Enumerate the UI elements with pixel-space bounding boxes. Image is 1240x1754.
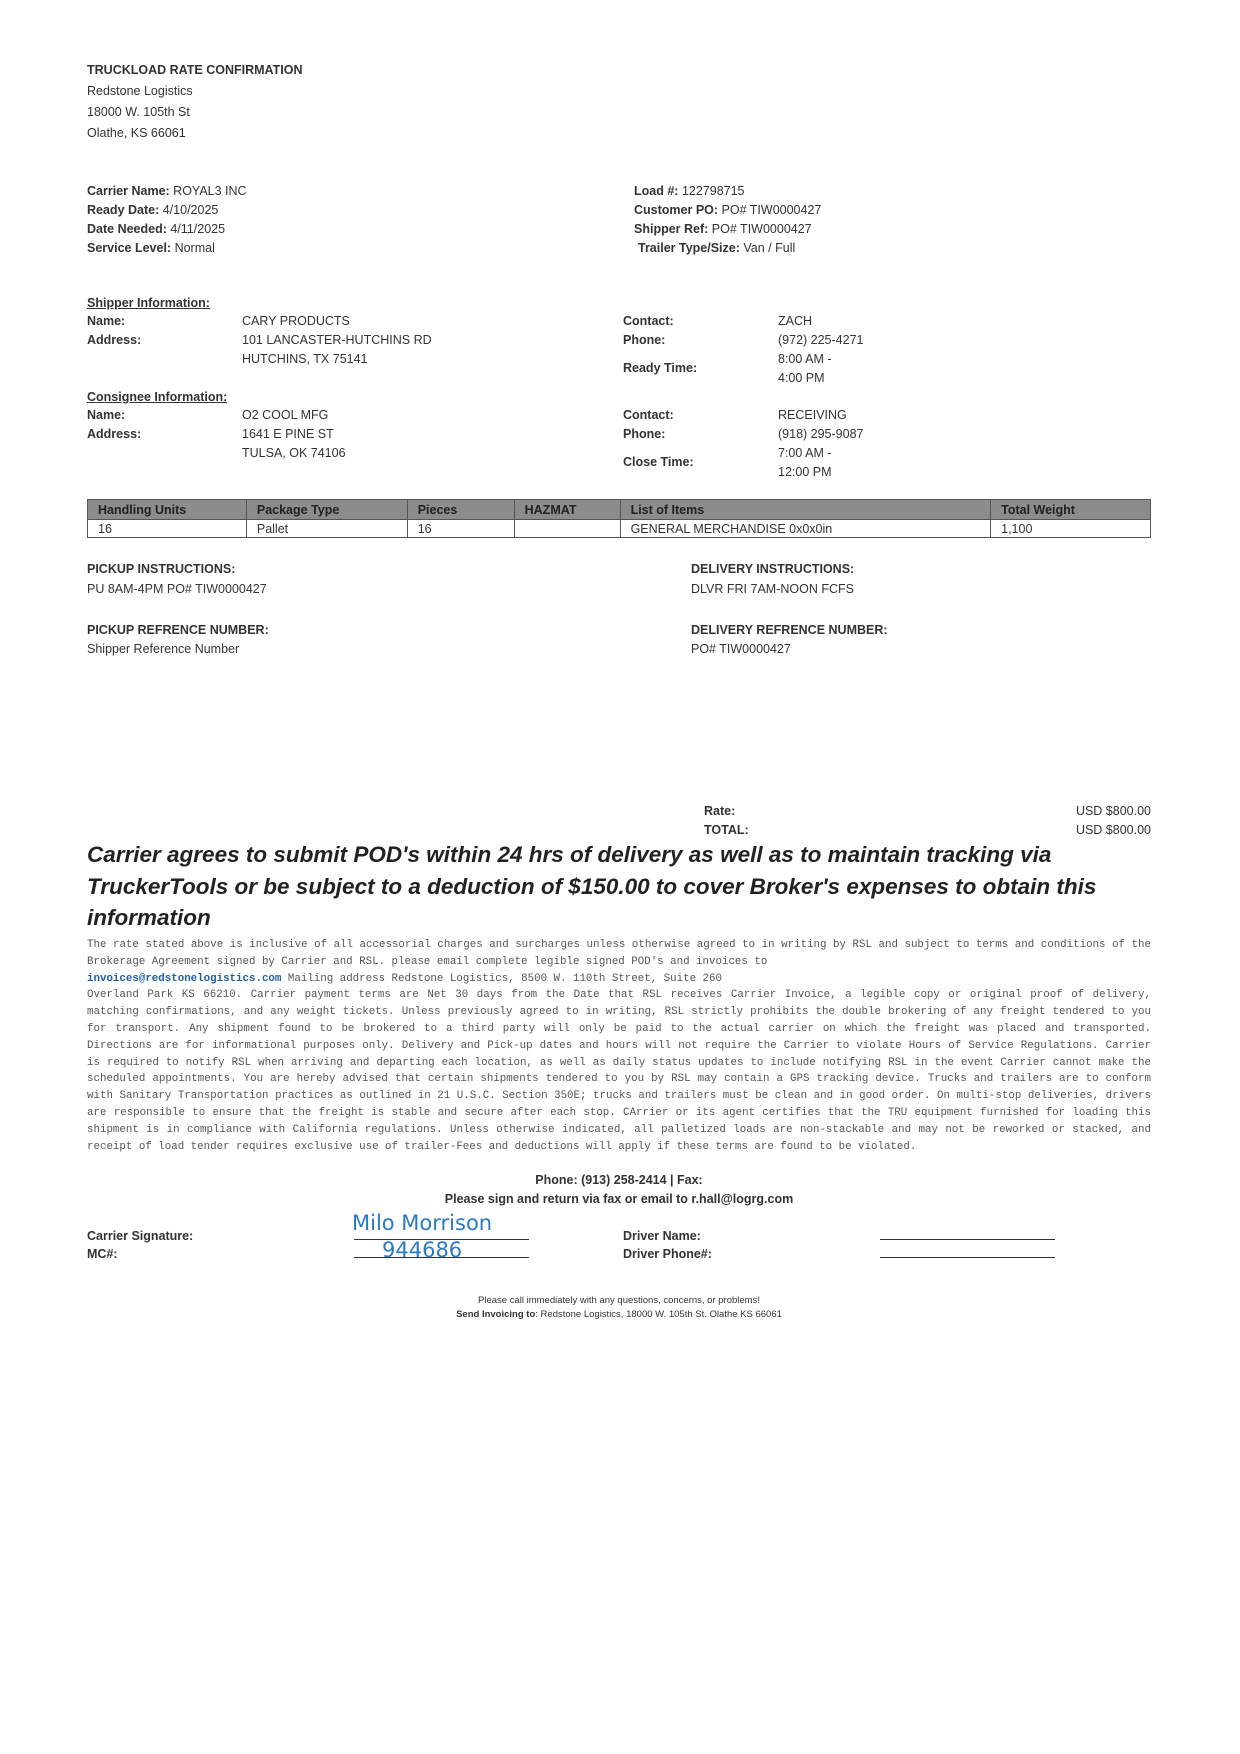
consignee-address-line2: TULSA, OK 74106 [242, 446, 346, 460]
consignee-close-time-label: Close Time: [623, 455, 694, 469]
cell-hazmat [514, 520, 620, 538]
shipper-ref-row: Shipper Ref: PO# TIW0000427 [634, 222, 812, 236]
pickup-instructions-text: PU 8AM-4PM PO# TIW0000427 [87, 582, 267, 596]
driver-phone-line[interactable] [880, 1257, 1055, 1258]
shipper-phone: (972) 225-4271 [778, 333, 864, 347]
driver-phone-label: Driver Phone#: [623, 1247, 712, 1261]
delivery-instructions-text: DLVR FRI 7AM-NOON FCFS [691, 582, 854, 596]
delivery-reference-label: DELIVERY REFRENCE NUMBER: [691, 623, 888, 637]
footer-call-line: Please call immediately with any questions, concerns, or problems! [478, 1295, 760, 1306]
load-number-row: Load #: 122798715 [634, 184, 745, 198]
company-name: Redstone Logistics [87, 84, 193, 98]
driver-name-line[interactable] [880, 1239, 1055, 1240]
load-info-right [634, 182, 821, 258]
cell-handling-units: 16 [88, 520, 247, 538]
consignee-address-line1: 1641 E PINE ST [242, 427, 334, 441]
col-hazmat: HAZMAT [514, 500, 620, 520]
company-header [87, 60, 303, 144]
col-total-weight: Total Weight [991, 500, 1151, 520]
consignee-close-time-end: 12:00 PM [778, 465, 832, 479]
shipper-ready-time-start: 8:00 AM - [778, 352, 832, 366]
consignee-name-label: Name: [87, 408, 126, 422]
customer-po-row: Customer PO: PO# TIW0000427 [634, 203, 822, 217]
cell-pieces: 16 [407, 520, 514, 538]
footer-invoice-address: : Redstone Logistics, 18000 W. 105th St. Olathe KS 66061 [535, 1309, 782, 1320]
mc-number-label: MC#: [87, 1247, 118, 1261]
shipper-ready-time-label: Ready Time: [623, 361, 698, 375]
items-table [87, 499, 1151, 538]
delivery-reference-text: PO# TIW0000427 [691, 642, 791, 656]
shipper-address-line1: 101 LANCASTER-HUTCHINS RD [242, 333, 432, 347]
document-title: TRUCKLOAD RATE CONFIRMATION [87, 63, 303, 77]
ready-date-row: Ready Date: 4/10/2025 [87, 203, 219, 217]
shipper-phone-label: Phone: [623, 333, 666, 347]
load-info-left [87, 182, 247, 258]
terms-part3: Overland Park KS 66210. Carrier payment terms are Net 30 days from the Date that RSL receives Carrier Invoice, a legible copy or original proof of delivery, matching confirmations, and any weight tickets. Unless previously agreed to in writing, RSL strictly prohibits the double brokering of any freight tendered to you for transport. Any shipment found to be brokered to a third party will only be paid to the actual carrier on which the freight was placed and transported. Directions are for informational purposes only. Delivery and Pick-up dates and hours will not require the Carrier to violate Hours of Service Regulations. Carrier is required to notify RSL when arriving and departing each location, as well as daily status updates to include notifying RSL in the event Carrier cannot make the scheduled appointments. You are hereby advised that certain shipments tendered to you by RSL may contain a GPS tracking device. Trucks and trailers are to conform with Sanitary Transportation practices as outlined in 21 U.S.C. Section 350E; trucks and trailers must be clean and in good order. On multi-stop deliveries, drivers are responsible to ensure that the freight is stable and secure after each stop. CArrier or its agent certifies that the TRU equipment furnished for loading this shipment is in compliance with California regulations. Unless otherwise indicated, all palletized loads are non-stackable and may not be reworked or stacked, and receipt of load tender requires exclusive use of trailer-Fees and deductions will apply if these terms are found to be violated. [87, 989, 1151, 1153]
shipper-name-label: Name: [87, 314, 126, 328]
shipper-address-label: Address: [87, 333, 142, 347]
col-package-type: Package Type [246, 500, 407, 520]
terms-paragraph [87, 937, 1151, 1155]
consignee-contact: RECEIVING [778, 408, 847, 422]
col-handling-units: Handling Units [88, 500, 247, 520]
consignee-phone: (918) 295-9087 [778, 427, 864, 441]
trailer-type-row: Trailer Type/Size: Van / Full [638, 241, 796, 255]
carrier-name-row: Carrier Name: ROYAL3 INC [87, 184, 247, 198]
footer-invoice-line [87, 1308, 1151, 1322]
shipper-ready-time-end: 4:00 PM [778, 371, 825, 385]
carrier-signature-value: Milo Morrison [352, 1211, 493, 1235]
cell-total-weight: 1,100 [991, 520, 1151, 538]
consignee-contact-label: Contact: [623, 408, 674, 422]
rate-value: USD $800.00 [1075, 804, 1151, 818]
footer [87, 1294, 1151, 1322]
col-list-of-items: List of Items [620, 500, 991, 520]
shipper-contact-label: Contact: [623, 314, 674, 328]
shipper-address-line2: HUTCHINS, TX 75141 [242, 352, 368, 366]
broker-contact-line: Phone: (913) 258-2414 | Fax: [535, 1173, 703, 1187]
total-value: USD $800.00 [1075, 823, 1151, 837]
shipper-contact: ZACH [778, 314, 813, 328]
consignee-close-time-start: 7:00 AM - [778, 446, 832, 460]
pickup-reference-text: Shipper Reference Number [87, 642, 240, 656]
company-street: 18000 W. 105th St [87, 105, 190, 119]
cell-list-of-items: GENERAL MERCHANDISE 0x0x0in [620, 520, 991, 538]
consignee-address-label: Address: [87, 427, 142, 441]
date-needed-row: Date Needed: 4/11/2025 [87, 222, 226, 236]
sign-return-line: Please sign and return via fax or email to r.hall@logrg.com [444, 1192, 794, 1206]
consignee-name: O2 COOL MFG [242, 408, 329, 422]
mc-number-value: 944686 [382, 1238, 463, 1262]
driver-name-label: Driver Name: [623, 1229, 701, 1243]
footer-invoice-label: Send Invoicing to [456, 1309, 536, 1320]
service-level-row: Service Level: Normal [87, 241, 215, 255]
consignee-section-title: Consignee Information: [87, 390, 228, 404]
pickup-instructions-label: PICKUP INSTRUCTIONS: [87, 562, 236, 576]
invoice-email-link[interactable]: invoices@redstonelogistics.com [87, 972, 282, 985]
company-city: Olathe, KS 66061 [87, 126, 186, 140]
delivery-instructions-label: DELIVERY INSTRUCTIONS: [691, 562, 855, 576]
shipper-section-title: Shipper Information: [87, 296, 210, 310]
consignee-phone-label: Phone: [623, 427, 666, 441]
table-header-row [88, 500, 1151, 520]
table-row [88, 520, 1151, 538]
pickup-reference-label: PICKUP REFRENCE NUMBER: [87, 623, 269, 637]
carrier-signature-label: Carrier Signature: [87, 1229, 194, 1243]
pod-notice: Carrier agrees to submit POD's within 24 hrs of delivery as well as to maintain tracking via TruckerTools or be subject to a deduction of $150.00 to cover Broker's expenses to obtain this information [87, 842, 1097, 930]
shipper-name: CARY PRODUCTS [242, 314, 350, 328]
terms-part2: Mailing address Redstone Logistics, 8500 W. 110th Street, Suite 260 [287, 972, 722, 985]
col-pieces: Pieces [407, 500, 514, 520]
total-label: TOTAL: [704, 823, 749, 837]
rate-label: Rate: [704, 804, 736, 818]
cell-package-type: Pallet [246, 520, 407, 538]
terms-part1: The rate stated above is inclusive of all accessorial charges and surcharges unless otherwise agreed to in writing by RSL and subject to terms and conditions of the Brokerage Agreement signed by Carrier and RSL. please email complete legible signed POD's and invoices to [87, 939, 1151, 968]
